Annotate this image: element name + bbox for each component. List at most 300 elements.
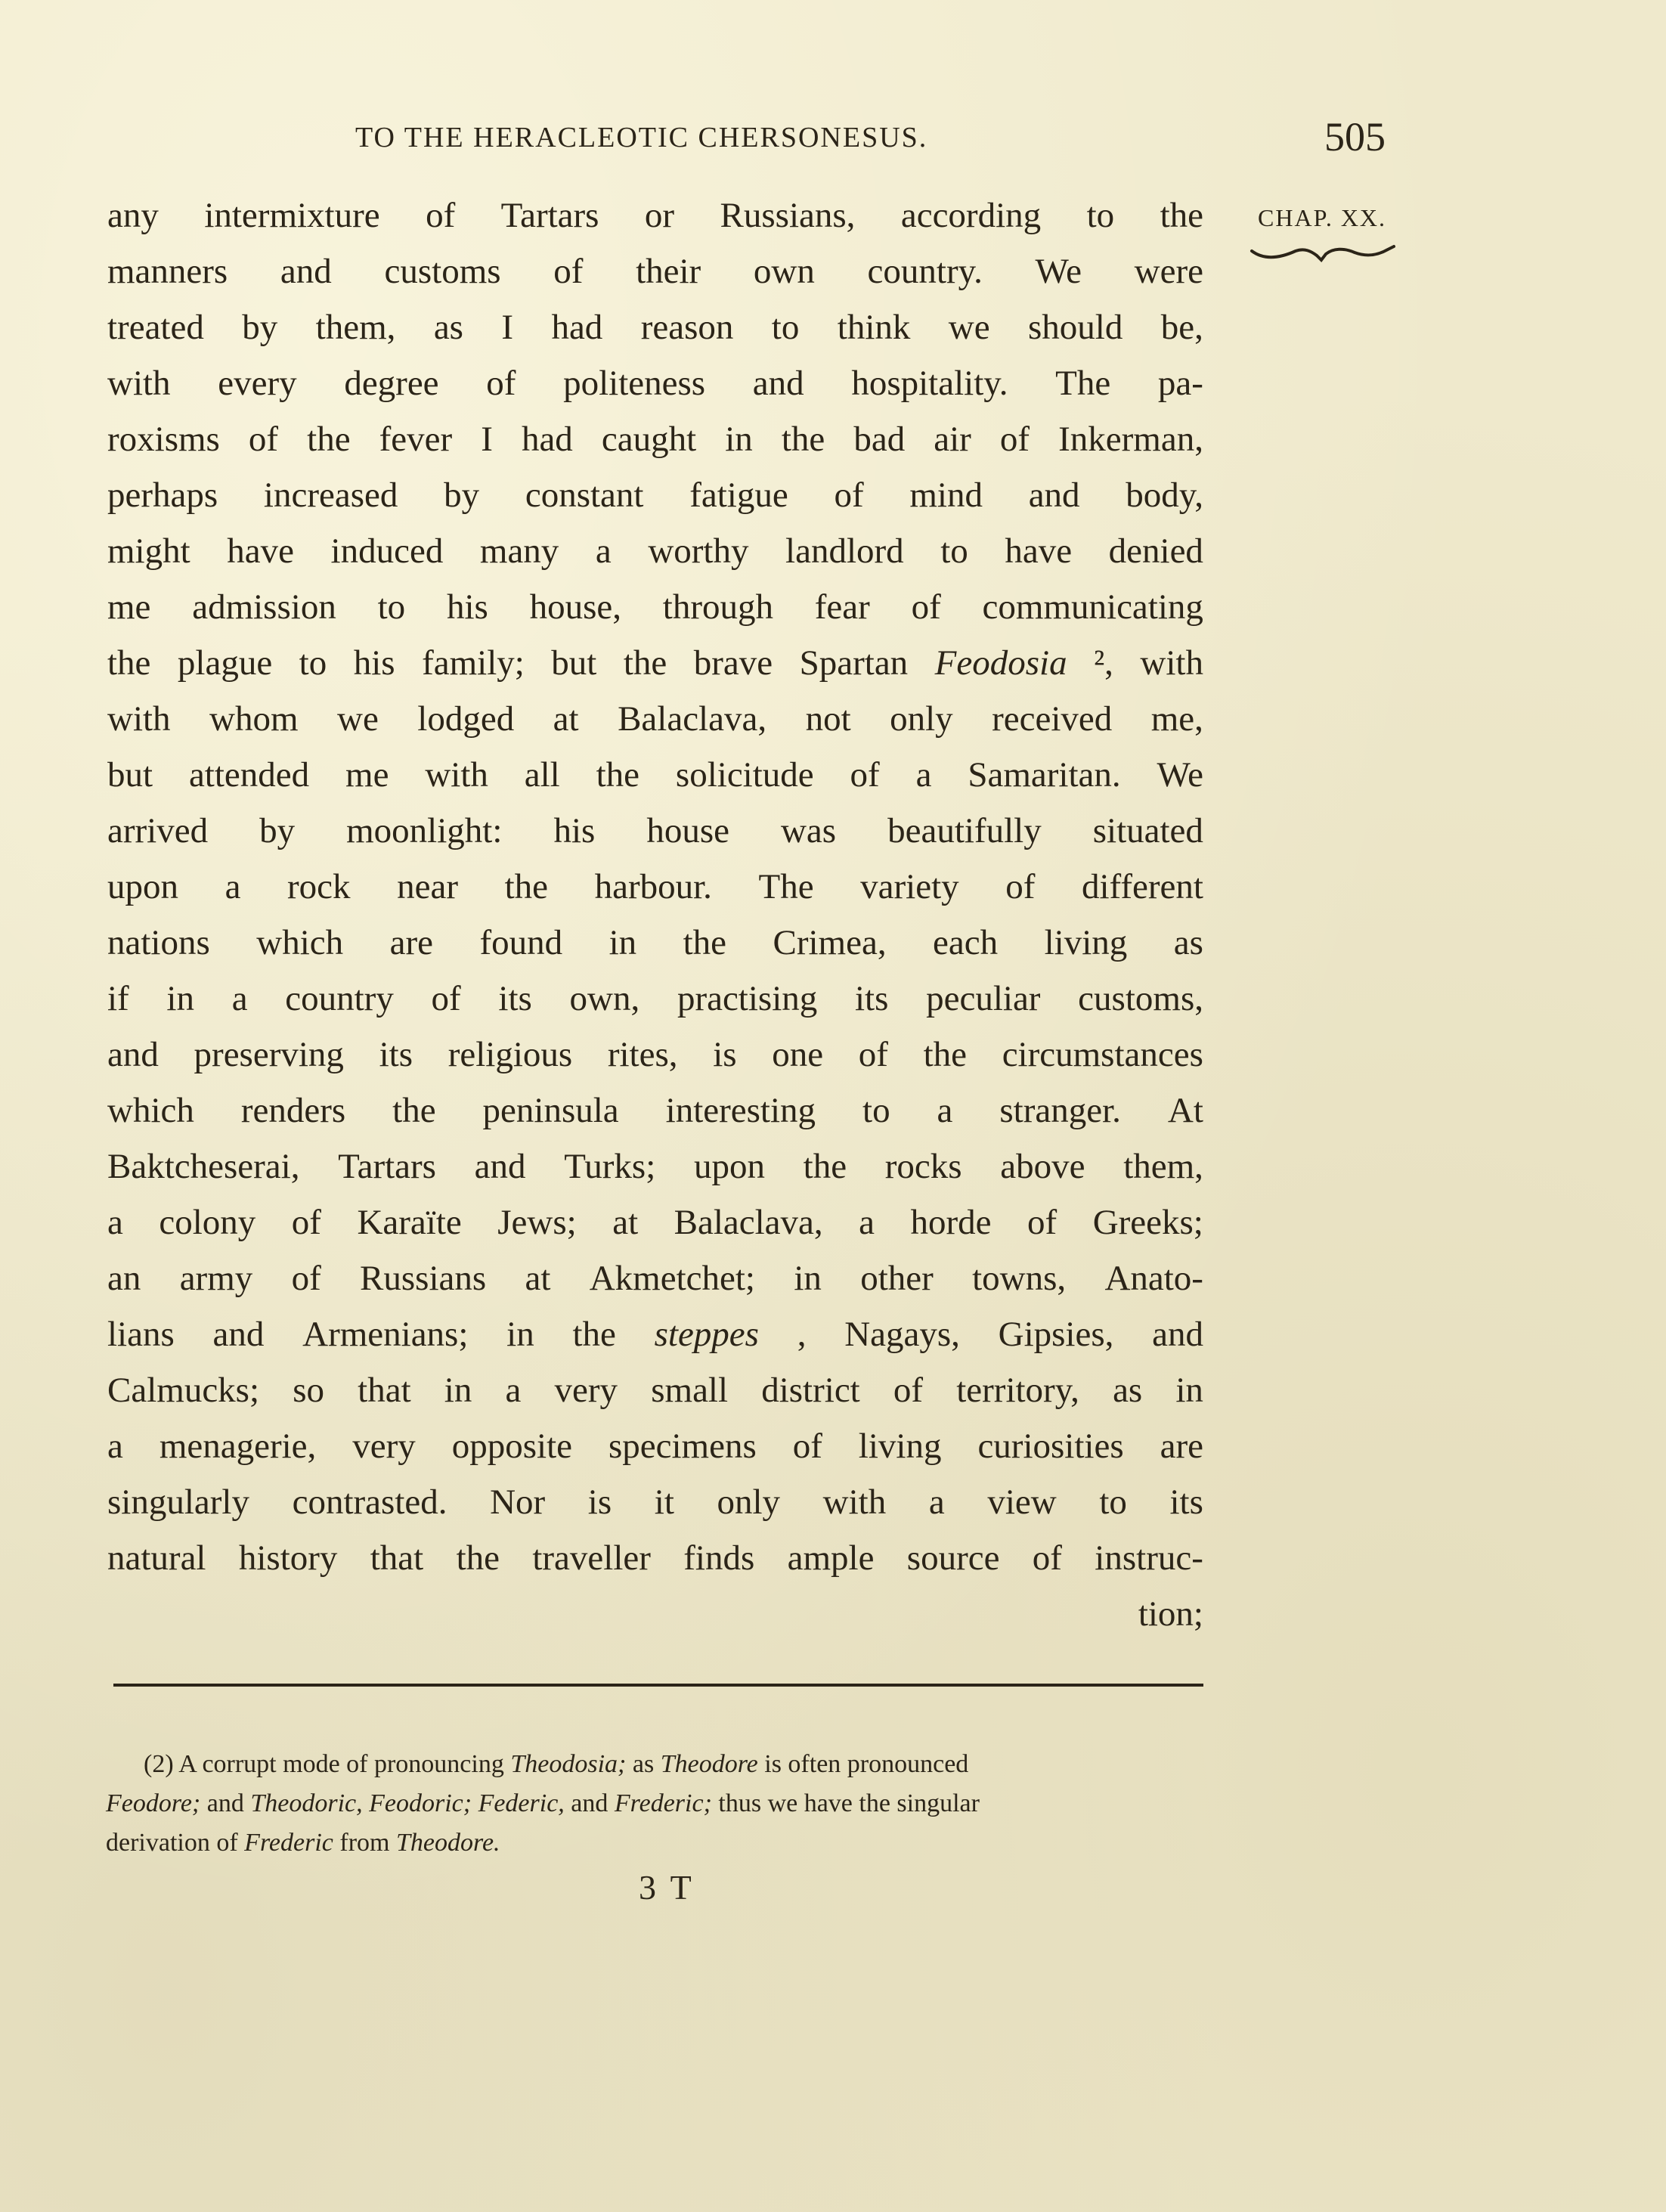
text-line bbox=[107, 299, 1203, 355]
word: of bbox=[291, 1259, 321, 1298]
word: at bbox=[612, 1203, 639, 1242]
text-line bbox=[107, 747, 1203, 803]
word: pa- bbox=[1157, 364, 1203, 403]
word: of bbox=[1032, 1538, 1062, 1578]
word: politeness bbox=[563, 364, 706, 403]
word: Jews; bbox=[497, 1203, 577, 1242]
text-run: thus we have the singular bbox=[711, 1789, 980, 1817]
word: family; bbox=[422, 643, 525, 683]
word: landlord bbox=[785, 531, 904, 571]
word: their bbox=[636, 252, 701, 291]
catchword: tion; bbox=[1138, 1594, 1203, 1634]
word: the bbox=[623, 643, 667, 683]
word: Karaïte bbox=[357, 1203, 462, 1242]
word: his bbox=[553, 811, 596, 850]
word: only bbox=[717, 1482, 781, 1522]
word: of bbox=[858, 1035, 888, 1074]
text-line bbox=[107, 915, 1203, 971]
word: view bbox=[987, 1482, 1057, 1522]
word: its bbox=[854, 979, 889, 1018]
word: a bbox=[505, 1371, 522, 1410]
page-number: 505 bbox=[1324, 114, 1386, 160]
word: fever bbox=[379, 420, 453, 459]
word: to bbox=[940, 531, 968, 571]
text-line bbox=[107, 1027, 1203, 1083]
word: country bbox=[285, 979, 394, 1018]
word: lians bbox=[107, 1315, 175, 1354]
word: Baktcheserai, bbox=[107, 1147, 300, 1186]
word: whom bbox=[209, 699, 299, 739]
word: should bbox=[1028, 308, 1123, 347]
word: are bbox=[389, 923, 433, 962]
word: towns, bbox=[972, 1259, 1067, 1298]
word: communicating bbox=[982, 587, 1203, 627]
text-line bbox=[107, 859, 1203, 915]
word: so bbox=[293, 1371, 324, 1410]
word: renders bbox=[240, 1091, 346, 1130]
word: as bbox=[433, 308, 463, 347]
chapter-ornament-icon bbox=[1249, 240, 1400, 268]
word: me, bbox=[1150, 699, 1203, 739]
word: according bbox=[900, 196, 1042, 235]
word: at bbox=[553, 699, 579, 739]
word: very bbox=[352, 1427, 416, 1466]
word: in bbox=[794, 1259, 822, 1298]
word: only bbox=[890, 699, 953, 739]
word: me bbox=[107, 587, 151, 627]
word: Akmetchet; bbox=[589, 1259, 755, 1298]
italic-text: Feodore; bbox=[106, 1789, 201, 1817]
word: rocks bbox=[884, 1147, 962, 1186]
word: intermixture bbox=[204, 196, 380, 235]
word: religious bbox=[447, 1035, 573, 1074]
word: we bbox=[948, 308, 990, 347]
word: a bbox=[937, 1091, 953, 1130]
word: of bbox=[431, 979, 461, 1018]
word: bad bbox=[853, 420, 906, 459]
word: his bbox=[353, 643, 395, 683]
word: , bbox=[797, 1315, 807, 1354]
word: treated bbox=[107, 308, 204, 347]
word: all bbox=[524, 755, 560, 795]
word: fatigue bbox=[689, 476, 788, 515]
word: house, bbox=[529, 587, 621, 627]
word: to bbox=[1099, 1482, 1127, 1522]
word: found bbox=[479, 923, 563, 962]
word: living bbox=[1044, 923, 1128, 962]
word: each bbox=[933, 923, 999, 962]
word: preserving bbox=[194, 1035, 344, 1074]
text-line bbox=[107, 1139, 1203, 1194]
word: perhaps bbox=[107, 476, 218, 515]
word: beautifully bbox=[887, 811, 1042, 850]
text-line bbox=[107, 1418, 1203, 1474]
word: variety bbox=[860, 867, 959, 906]
italic-text: Theodore. bbox=[395, 1829, 500, 1857]
word: manners bbox=[107, 252, 228, 291]
word: a bbox=[107, 1203, 123, 1242]
word: as bbox=[1173, 923, 1203, 962]
word: horde bbox=[910, 1203, 992, 1242]
word: Russians bbox=[360, 1259, 487, 1298]
text-line bbox=[107, 523, 1203, 579]
word: with bbox=[107, 699, 171, 739]
word: are bbox=[1160, 1427, 1203, 1466]
word: Turks; bbox=[564, 1147, 656, 1186]
word: stranger. bbox=[999, 1091, 1121, 1130]
text-line bbox=[107, 635, 1203, 691]
word: own bbox=[753, 252, 815, 291]
word: of bbox=[291, 1203, 321, 1242]
word: and bbox=[107, 1035, 159, 1074]
chapter-label: CHAP. XX. bbox=[1258, 204, 1387, 231]
word: upon bbox=[107, 867, 178, 906]
word: through bbox=[662, 587, 773, 627]
word: is bbox=[713, 1035, 737, 1074]
word: roxisms bbox=[107, 420, 220, 459]
word: any bbox=[107, 196, 159, 235]
word: rock bbox=[287, 867, 351, 906]
word: territory, bbox=[956, 1371, 1079, 1410]
word: Balaclava, bbox=[674, 1203, 823, 1242]
italic-text: Frederic bbox=[244, 1829, 333, 1857]
word: a bbox=[595, 531, 612, 571]
word: traveller bbox=[532, 1538, 651, 1578]
word: The bbox=[1055, 364, 1111, 403]
word: worthy bbox=[648, 531, 749, 571]
word: of bbox=[999, 420, 1030, 459]
word: Spartan bbox=[799, 643, 909, 683]
word: At bbox=[1167, 1091, 1203, 1130]
word: constant bbox=[525, 476, 644, 515]
word: and bbox=[752, 364, 804, 403]
word: district bbox=[761, 1371, 860, 1410]
word: of bbox=[792, 1427, 822, 1466]
signature-mark: 3 T bbox=[639, 1868, 695, 1907]
word: Russians, bbox=[720, 196, 856, 235]
word: of bbox=[1027, 1203, 1058, 1242]
word: The bbox=[758, 867, 814, 906]
word: have bbox=[1005, 531, 1073, 571]
word: interesting bbox=[665, 1091, 816, 1130]
text-line bbox=[107, 1530, 1203, 1586]
word: the bbox=[456, 1538, 500, 1578]
word: the bbox=[781, 420, 825, 459]
word: have bbox=[227, 531, 294, 571]
word: many bbox=[479, 531, 559, 571]
word: that bbox=[370, 1538, 424, 1578]
word: and bbox=[1028, 476, 1080, 515]
word: not bbox=[805, 699, 851, 739]
word: We bbox=[1157, 755, 1203, 795]
word: of bbox=[486, 364, 516, 403]
text-run: (2) A corrupt mode of pronouncing bbox=[144, 1750, 511, 1778]
word: instruc- bbox=[1095, 1538, 1203, 1578]
word: Anato- bbox=[1104, 1259, 1203, 1298]
word: be, bbox=[1160, 308, 1203, 347]
word: air bbox=[934, 420, 971, 459]
word: if bbox=[107, 979, 129, 1018]
word: its bbox=[379, 1035, 413, 1074]
word: its bbox=[498, 979, 532, 1018]
footnote-line bbox=[106, 1745, 1202, 1784]
word: near bbox=[397, 867, 458, 906]
word: Nagays, bbox=[844, 1315, 960, 1354]
word: the bbox=[923, 1035, 968, 1074]
word: the bbox=[107, 643, 151, 683]
word: of bbox=[834, 476, 864, 515]
word: Balaclava, bbox=[618, 699, 767, 739]
word: at bbox=[525, 1259, 551, 1298]
word: singularly bbox=[107, 1482, 249, 1522]
word: We bbox=[1035, 252, 1082, 291]
word: the bbox=[572, 1315, 616, 1354]
word: of bbox=[911, 587, 941, 627]
word: every bbox=[218, 364, 297, 403]
word: customs bbox=[384, 252, 501, 291]
word: I bbox=[481, 420, 493, 459]
word: natural bbox=[107, 1538, 206, 1578]
text-run: and bbox=[200, 1789, 251, 1817]
italic-text: Theodosia; bbox=[510, 1750, 627, 1778]
word: own, bbox=[569, 979, 640, 1018]
word: were bbox=[1134, 252, 1203, 291]
text-line bbox=[107, 467, 1203, 523]
word: of bbox=[1005, 867, 1036, 906]
word: curiosities bbox=[977, 1427, 1124, 1466]
text-run: derivation of bbox=[106, 1829, 245, 1857]
word: ², bbox=[1094, 643, 1113, 683]
word: and bbox=[280, 252, 332, 291]
word: the bbox=[683, 923, 727, 962]
word: small bbox=[651, 1371, 729, 1410]
word: a bbox=[859, 1203, 875, 1242]
word: peculiar bbox=[926, 979, 1041, 1018]
word: and bbox=[1152, 1315, 1203, 1354]
word: in bbox=[506, 1315, 534, 1354]
word: caught bbox=[601, 420, 697, 459]
word: had bbox=[551, 308, 603, 347]
word: circumstances bbox=[1002, 1035, 1203, 1074]
word: to bbox=[299, 643, 327, 683]
word: and bbox=[474, 1147, 526, 1186]
word: its bbox=[1169, 1482, 1203, 1522]
text-line bbox=[107, 1474, 1203, 1530]
word: attended bbox=[188, 755, 310, 795]
word: the bbox=[1160, 196, 1203, 235]
word: to bbox=[862, 1091, 890, 1130]
word: we bbox=[337, 699, 379, 739]
running-title: TO THE HERACLEOTIC CHERSONESUS. bbox=[355, 122, 928, 153]
text-line bbox=[107, 355, 1203, 411]
word: it bbox=[654, 1482, 674, 1522]
word: them, bbox=[1123, 1147, 1203, 1186]
word: moonlight: bbox=[346, 811, 503, 850]
word: the bbox=[596, 755, 640, 795]
word: body, bbox=[1126, 476, 1203, 515]
word: as bbox=[1113, 1371, 1143, 1410]
word: Crimea, bbox=[773, 923, 887, 962]
word: with bbox=[425, 755, 488, 795]
text-line bbox=[107, 803, 1203, 859]
word: source bbox=[906, 1538, 1000, 1578]
word: ample bbox=[787, 1538, 875, 1578]
footnote bbox=[106, 1745, 1202, 1863]
word: a bbox=[107, 1427, 123, 1466]
word: Tartars bbox=[500, 196, 599, 235]
word: by bbox=[242, 308, 278, 347]
text-line bbox=[107, 187, 1203, 243]
word: of bbox=[850, 755, 880, 795]
word: induced bbox=[330, 531, 444, 571]
text-run: and bbox=[564, 1789, 615, 1817]
word: in bbox=[1175, 1371, 1203, 1410]
word: but bbox=[551, 643, 597, 683]
word: denied bbox=[1108, 531, 1203, 571]
text-line bbox=[107, 579, 1203, 635]
word: harbour. bbox=[594, 867, 712, 906]
word: Feodosia bbox=[934, 643, 1067, 683]
word: the bbox=[504, 867, 548, 906]
word: Inkerman, bbox=[1058, 420, 1203, 459]
italic-text: Theodoric, Feodoric; Federic, bbox=[250, 1789, 565, 1817]
word: contrasted. bbox=[292, 1482, 447, 1522]
italic-text: Theodore bbox=[660, 1750, 758, 1778]
word: I bbox=[501, 308, 514, 347]
footnote-line bbox=[106, 1784, 1202, 1823]
word: by bbox=[259, 811, 296, 850]
word: a bbox=[231, 979, 248, 1018]
word: but bbox=[107, 755, 153, 795]
text-line bbox=[107, 243, 1203, 299]
word: Gipsies, bbox=[998, 1315, 1114, 1354]
text-line bbox=[107, 691, 1203, 747]
word: menagerie, bbox=[159, 1427, 317, 1466]
word: of bbox=[553, 252, 584, 291]
word: mind bbox=[909, 476, 983, 515]
word: living bbox=[858, 1427, 942, 1466]
word: might bbox=[107, 531, 190, 571]
word: above bbox=[1000, 1147, 1085, 1186]
word: received bbox=[992, 699, 1113, 739]
text-line bbox=[107, 411, 1203, 467]
word: very bbox=[554, 1371, 618, 1410]
word: Samaritan. bbox=[968, 755, 1121, 795]
word: with bbox=[107, 364, 171, 403]
word: fear bbox=[814, 587, 870, 627]
word: admission bbox=[192, 587, 336, 627]
word: them, bbox=[315, 308, 396, 347]
word: of bbox=[426, 196, 456, 235]
word: with bbox=[1140, 643, 1203, 683]
word: plague bbox=[177, 643, 273, 683]
word: nations bbox=[107, 923, 210, 962]
word: me bbox=[345, 755, 389, 795]
word: the bbox=[307, 420, 351, 459]
word: a bbox=[915, 755, 932, 795]
word: in bbox=[608, 923, 637, 962]
text-line bbox=[107, 1306, 1203, 1362]
word: with bbox=[822, 1482, 887, 1522]
word: which bbox=[256, 923, 344, 962]
text-run: is often pronounced bbox=[757, 1750, 969, 1778]
word: his bbox=[446, 587, 488, 627]
word: to bbox=[1086, 196, 1115, 235]
word: Armenians; bbox=[302, 1315, 469, 1354]
word: and bbox=[212, 1315, 265, 1354]
word: the bbox=[803, 1147, 847, 1186]
word: or bbox=[644, 196, 675, 235]
word: to bbox=[377, 587, 406, 627]
word: in bbox=[166, 979, 194, 1018]
word: reason bbox=[640, 308, 734, 347]
word: practising bbox=[677, 979, 818, 1018]
word: of bbox=[248, 420, 279, 459]
word: think bbox=[837, 308, 911, 347]
word: of bbox=[893, 1371, 924, 1410]
word: colony bbox=[159, 1203, 256, 1242]
text-run: from bbox=[333, 1829, 396, 1857]
word: arrived bbox=[107, 811, 209, 850]
word: Nor bbox=[490, 1482, 546, 1522]
word: the bbox=[392, 1091, 436, 1130]
word: upon bbox=[693, 1147, 765, 1186]
word: which bbox=[107, 1091, 194, 1130]
word: Tartars bbox=[338, 1147, 436, 1186]
word: different bbox=[1081, 867, 1203, 906]
text-line bbox=[107, 971, 1203, 1027]
text-line bbox=[107, 1362, 1203, 1418]
main-text bbox=[107, 187, 1203, 1642]
text-line bbox=[107, 1083, 1203, 1139]
word: in bbox=[725, 420, 753, 459]
word: lodged bbox=[417, 699, 515, 739]
text-line bbox=[107, 1194, 1203, 1250]
word: increased bbox=[263, 476, 398, 515]
word: other bbox=[860, 1259, 934, 1298]
word: peninsula bbox=[482, 1091, 619, 1130]
word: an bbox=[107, 1259, 141, 1298]
text-run: as bbox=[626, 1750, 661, 1778]
word: brave bbox=[693, 643, 773, 683]
word: by bbox=[444, 476, 480, 515]
word: rites, bbox=[607, 1035, 678, 1074]
word: was bbox=[780, 811, 837, 850]
italic-text: Frederic; bbox=[614, 1789, 712, 1817]
word: in bbox=[444, 1371, 472, 1410]
word: Greeks; bbox=[1092, 1203, 1203, 1242]
word: customs, bbox=[1078, 979, 1203, 1018]
word: country. bbox=[867, 252, 983, 291]
word: house bbox=[646, 811, 729, 850]
word: finds bbox=[683, 1538, 755, 1578]
word: opposite bbox=[451, 1427, 572, 1466]
word: is bbox=[587, 1482, 612, 1522]
word: Calmucks; bbox=[107, 1371, 260, 1410]
footnote-line bbox=[106, 1823, 1202, 1863]
word: army bbox=[179, 1259, 253, 1298]
word: one bbox=[772, 1035, 824, 1074]
word: a bbox=[225, 867, 241, 906]
word: a bbox=[928, 1482, 945, 1522]
word: history bbox=[238, 1538, 338, 1578]
word: specimens bbox=[608, 1427, 757, 1466]
word: had bbox=[521, 420, 573, 459]
word: to bbox=[771, 308, 800, 347]
word: situated bbox=[1092, 811, 1203, 850]
word: hospitality. bbox=[851, 364, 1008, 403]
word: steppes bbox=[654, 1315, 759, 1354]
